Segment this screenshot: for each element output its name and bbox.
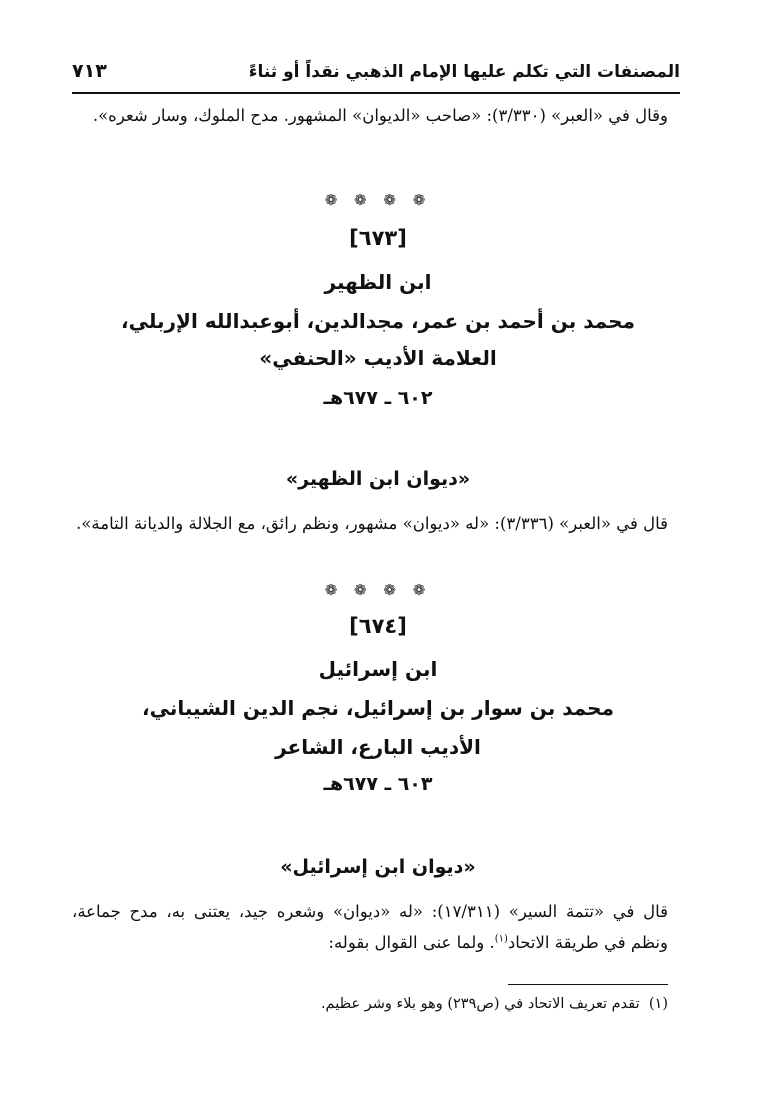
work-quote: قال في «العبر» (٣/٣٣٦): «له «ديوان» مشهور، ونظم رائق، مع الجلالة والديانة التامة». [76,514,668,533]
footnote-divider [508,984,668,985]
work-title: «ديوان ابن إسرائيل» [280,856,476,878]
entry-name: ابن الظهير [324,270,432,294]
quote-text-continued: . ولما عنى القوال بقوله: [328,933,495,952]
footnote [160,996,668,1012]
entry-number: [٦٧٤] [349,614,407,638]
page-number: ٧١٣ [72,60,107,82]
section-separator: ❁ ❁ ❁ ❁ [324,581,432,599]
entry-dates: ٦٠٢ ـ ٦٧٧هـ [323,387,433,409]
entry-full-name: محمد بن سوار بن إسرائيل، نجم الدين الشيباني، [142,696,614,720]
footnote-text: تقدم تعريف الاتحاد في (ص٢٣٩) وهو بلاء وشر عظيم. [320,996,640,1012]
footnote-reference: (١) [494,933,508,945]
entry-description: العلامة الأديب «الحنفي» [259,346,497,370]
footnote-marker: (١) [648,996,668,1012]
work-title: «ديوان ابن الظهير» [285,468,471,490]
work-quote [72,896,668,958]
entry-full-name: محمد بن أحمد بن عمر، مجدالدين، أبوعبدالله الإربلي، [121,309,635,333]
section-separator: ❁ ❁ ❁ ❁ [324,191,432,209]
entry-name: ابن إسرائيل [318,657,438,681]
entry-dates: ٦٠٣ ـ ٦٧٧هـ [323,773,433,795]
intro-paragraph: وقال في «العبر» (٣/٣٣٠): «صاحب «الديوان» المشهور. مدح الملوك، وسار شعره». [92,106,668,125]
entry-number: [٦٧٣] [349,226,407,250]
entry-description: الأديب البارع، الشاعر [275,735,481,759]
quote-text: قال في «تتمة السير» (١٧/٣١١): «له «ديوان» وشعره جيد، يعتنى به، مدح جماعة، ونظم في طريقة الاتحاد [72,902,668,952]
running-title: المصنفات التي تكلم عليها الإمام الذهبي نقداً أو ثناءً [248,62,680,82]
page-header [72,58,680,94]
